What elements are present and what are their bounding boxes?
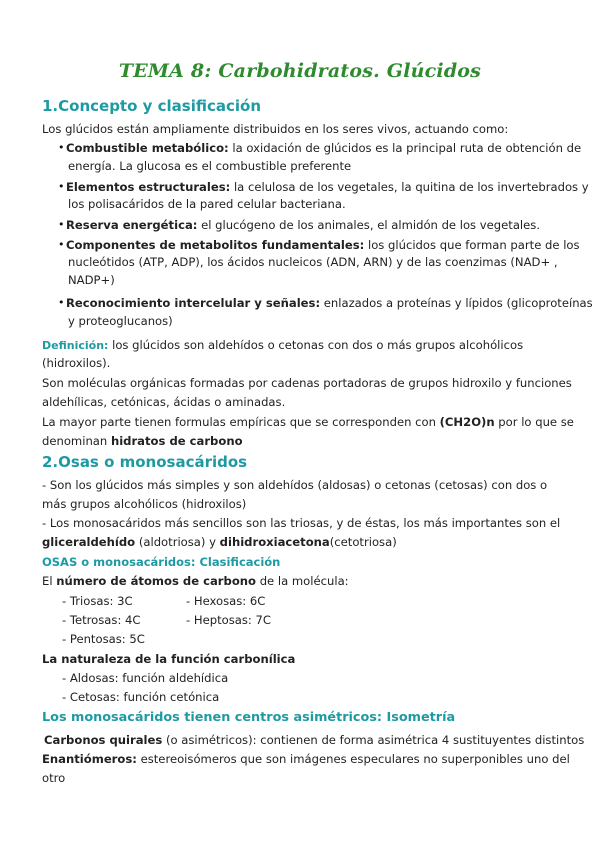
list-item: - Cetosas: función cetónica <box>62 690 220 704</box>
paragraph-line <box>42 751 570 767</box>
bullet-icon: • <box>58 296 65 309</box>
bullet-text: enlazados a proteínas y lípidos (glicoproteínas <box>320 296 593 310</box>
bullet-icon: • <box>58 218 65 231</box>
subheading: OSAS o monosacáridos: Clasificación <box>42 555 281 569</box>
definition-cont: (hidroxilos). <box>42 356 111 370</box>
paragraph-line <box>42 534 397 550</box>
text: El <box>42 574 57 588</box>
text: estereoisómeros que son imágenes especulares no superponibles uno del <box>136 752 570 766</box>
bullet-label: Reconocimiento intercelular y señales: <box>66 296 321 310</box>
bullet-text-cont: nucleótidos (ATP, ADP), los ácidos nucleicos (ADN, ARN) y de las coenzimas (NAD+ , <box>68 255 558 269</box>
definition-text: los glúcidos son aldehídos o cetonas con dos o más grupos alcohólicos <box>108 338 524 352</box>
bullet-text: el glucógeno de los animales, el almidón de los vegetales. <box>197 218 540 232</box>
term: Carbonos quirales <box>44 733 163 747</box>
bullet-text-cont: energía. La glucosa es el combustible preferente <box>68 159 352 173</box>
text: de la molécula: <box>256 574 349 588</box>
text: (cetotriosa) <box>329 535 397 549</box>
paragraph-line: aldehílicas, cetónicas, ácidas o aminadas. <box>42 395 286 409</box>
bullet-text: la celulosa de los vegetales, la quitina de los invertebrados y <box>230 180 589 194</box>
bullet-item <box>66 140 581 156</box>
term: Enantiómeros: <box>42 752 137 766</box>
definition-label: Definición: <box>42 339 109 352</box>
paragraph-line: otro <box>42 771 66 785</box>
bullet-icon: • <box>58 141 65 154</box>
formula: (CH2O)n <box>439 415 495 429</box>
bullet-item <box>66 237 580 253</box>
paragraph-line: - Son los glúcidos más simples y son aldehídos (aldosas) o cetonas (cetosas) con dos o <box>42 478 548 492</box>
text: por lo que se <box>494 415 574 429</box>
paragraph-line <box>42 433 243 449</box>
bullet-label: Combustible metabólico: <box>66 141 229 155</box>
list-item: - Hexosas: 6C <box>186 594 266 608</box>
bullet-label: Componentes de metabolitos fundamentales: <box>66 238 365 252</box>
list-item: - Heptosas: 7C <box>186 613 271 627</box>
section-1-heading: 1.Concepto y clasificación <box>42 97 262 115</box>
paragraph-line: Son moléculas orgánicas formadas por cadenas portadoras de grupos hidroxilo y funciones <box>42 376 572 390</box>
bullet-icon: • <box>58 238 65 251</box>
text: (o asimétricos): contienen de forma asimétrica 4 sustituyentes distintos <box>162 733 585 747</box>
paragraph-line <box>42 573 349 589</box>
term: número de átomos de carbono <box>56 574 257 588</box>
bullet-icon: • <box>58 180 65 193</box>
section-3-heading: Los monosacáridos tienen centros asimétricos: Isometría <box>42 710 456 725</box>
bullet-item <box>66 217 540 233</box>
list-item: - Tetrosas: 4C <box>62 613 141 627</box>
paragraph-line <box>44 732 584 748</box>
bullet-text: la oxidación de glúcidos es la principal ruta de obtención de <box>228 141 582 155</box>
paragraph-line: más grupos alcohólicos (hidroxilos) <box>42 497 247 511</box>
bullet-text-cont: los polisacáridos de la pared celular bacteriana. <box>68 197 346 211</box>
paragraph-line: - Los monosacáridos más sencillos son las triosas, y de éstas, los más importantes son el <box>42 516 561 530</box>
list-item: - Triosas: 3C <box>62 594 133 608</box>
bullet-text-cont: y proteoglucanos) <box>68 314 173 328</box>
text: denominan <box>42 434 111 448</box>
section-2-heading: 2.Osas o monosacáridos <box>42 453 248 471</box>
bullet-item <box>66 179 589 195</box>
text: (aldotriosa) y <box>135 535 220 549</box>
bullet-item <box>66 295 593 311</box>
bullet-text-cont: NADP+) <box>68 273 115 287</box>
section-1-intro: Los glúcidos están ampliamente distribuidos en los seres vivos, actuando como: <box>42 122 509 136</box>
term: dihidroxiacetona <box>219 535 330 549</box>
paragraph-heading: La naturaleza de la función carbonílica <box>42 652 296 666</box>
list-item: - Pentosas: 5C <box>62 632 145 646</box>
page-title: TEMA 8: Carbohidratos. Glúcidos <box>118 60 482 82</box>
term: hidratos de carbono <box>110 434 243 448</box>
list-item: - Aldosas: función aldehídica <box>62 671 229 685</box>
definition <box>42 337 523 354</box>
term: gliceraldehído <box>42 535 136 549</box>
bullet-text: los glúcidos que forman parte de los <box>364 238 580 252</box>
bullet-label: Reserva energética: <box>66 218 198 232</box>
paragraph-line <box>42 414 574 430</box>
text: La mayor parte tienen formulas empíricas que se corresponden con <box>42 415 440 429</box>
bullet-label: Elementos estructurales: <box>66 180 231 194</box>
